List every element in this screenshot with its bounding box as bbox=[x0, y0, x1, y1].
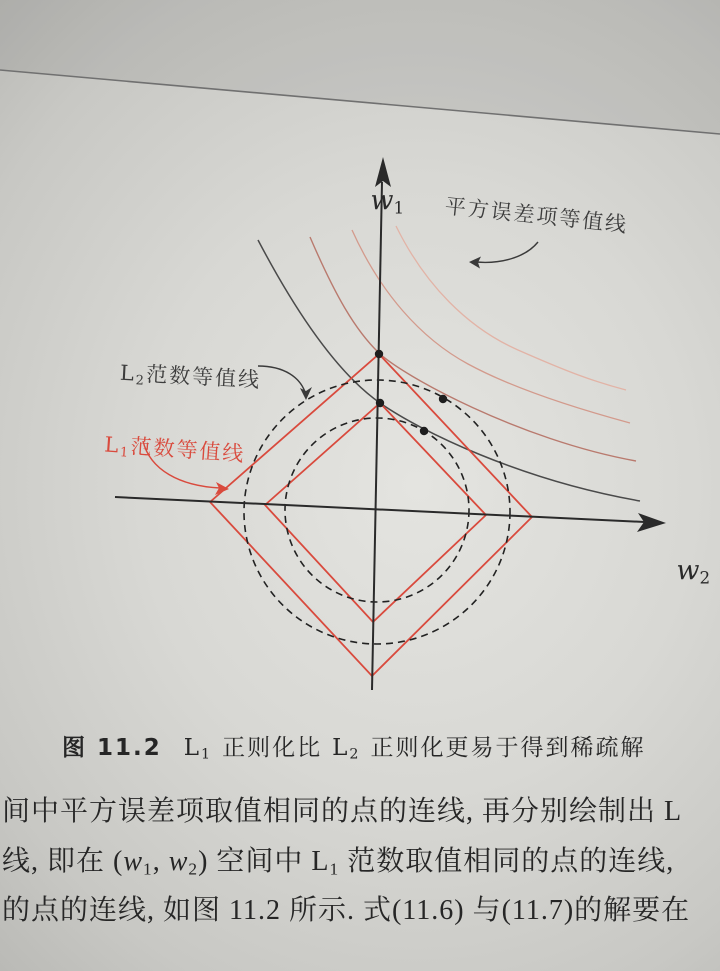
caption-l1-base: L bbox=[183, 735, 202, 761]
l2-norm-contour-label bbox=[84, 340, 263, 412]
body-line-2-w1-subscript: 1 bbox=[143, 859, 153, 879]
squared-error-contour-3 bbox=[352, 230, 630, 423]
squared-error-contour-2 bbox=[310, 237, 636, 461]
caption-l2-subscript: 2 bbox=[349, 746, 361, 762]
squared-error-contour-4 bbox=[396, 226, 626, 390]
w2-axis-label-base: w bbox=[676, 555, 700, 586]
body-line-2-part-d: 范数取值相同的点的连线, bbox=[339, 846, 675, 877]
w1-axis-label-base: w bbox=[370, 185, 394, 216]
body-line-1: 间中平方误差项取值相同的点的连线, 再分别绘制出 L bbox=[2, 796, 683, 827]
solution-point-l1-outer bbox=[375, 350, 383, 358]
l2-pointer bbox=[258, 366, 305, 392]
figure-caption bbox=[62, 734, 712, 762]
figure-number: 图 11.2 bbox=[62, 735, 162, 761]
w2-axis-label-subscript: 2 bbox=[699, 567, 711, 588]
l1-label-text: 范数等值线 bbox=[129, 434, 247, 467]
body-line-2-part-a: 线, 即在 ( bbox=[2, 846, 124, 877]
squared-error-pointer bbox=[476, 242, 538, 262]
caption-tail-text: 正则化更易于得到稀疏解 bbox=[370, 735, 646, 761]
body-line-2-part-c: ) 空间中 bbox=[198, 846, 312, 877]
l2-label-subscript: 2 bbox=[135, 373, 147, 389]
top-page-shadow bbox=[0, 0, 720, 134]
w1-axis-label-subscript: 1 bbox=[393, 197, 405, 218]
w1-axis-label bbox=[336, 160, 404, 241]
l1-label-base: L bbox=[103, 432, 122, 458]
caption-l1-subscript: 1 bbox=[201, 746, 213, 762]
caption-mid-text: 正则化比 bbox=[222, 735, 323, 761]
body-line-3: 的点的连线, 如图 11.2 所示. 式(11.6) 与(11.7)的解要在 bbox=[2, 895, 691, 926]
body-line-2-w1-base: w bbox=[123, 846, 144, 877]
l1-norm-contour-label bbox=[68, 411, 248, 486]
body-line-2 bbox=[2, 845, 718, 881]
l2-label-text: 范数等值线 bbox=[145, 362, 262, 393]
squared-error-contour-1 bbox=[258, 240, 640, 501]
body-line-2-part-b: , bbox=[152, 846, 169, 877]
caption-l2-base: L bbox=[332, 735, 350, 761]
body-line-2-w2-base: w bbox=[168, 846, 189, 877]
l1-label-subscript: 1 bbox=[119, 445, 131, 461]
solution-point-l2-outer bbox=[439, 395, 447, 403]
body-line-2-l1-base: L bbox=[311, 846, 330, 877]
l2-label-base: L bbox=[119, 360, 137, 386]
body-line-2-l1-subscript: 1 bbox=[329, 859, 340, 879]
w2-axis-label bbox=[642, 530, 710, 611]
body-line-2-w2-subscript: 2 bbox=[188, 859, 199, 879]
squared-error-contour-label: 平方误差项等值线 bbox=[443, 194, 630, 238]
solution-point-l2-inner bbox=[420, 427, 428, 435]
solution-point-l1-inner bbox=[376, 399, 384, 407]
w2-axis bbox=[115, 497, 645, 522]
